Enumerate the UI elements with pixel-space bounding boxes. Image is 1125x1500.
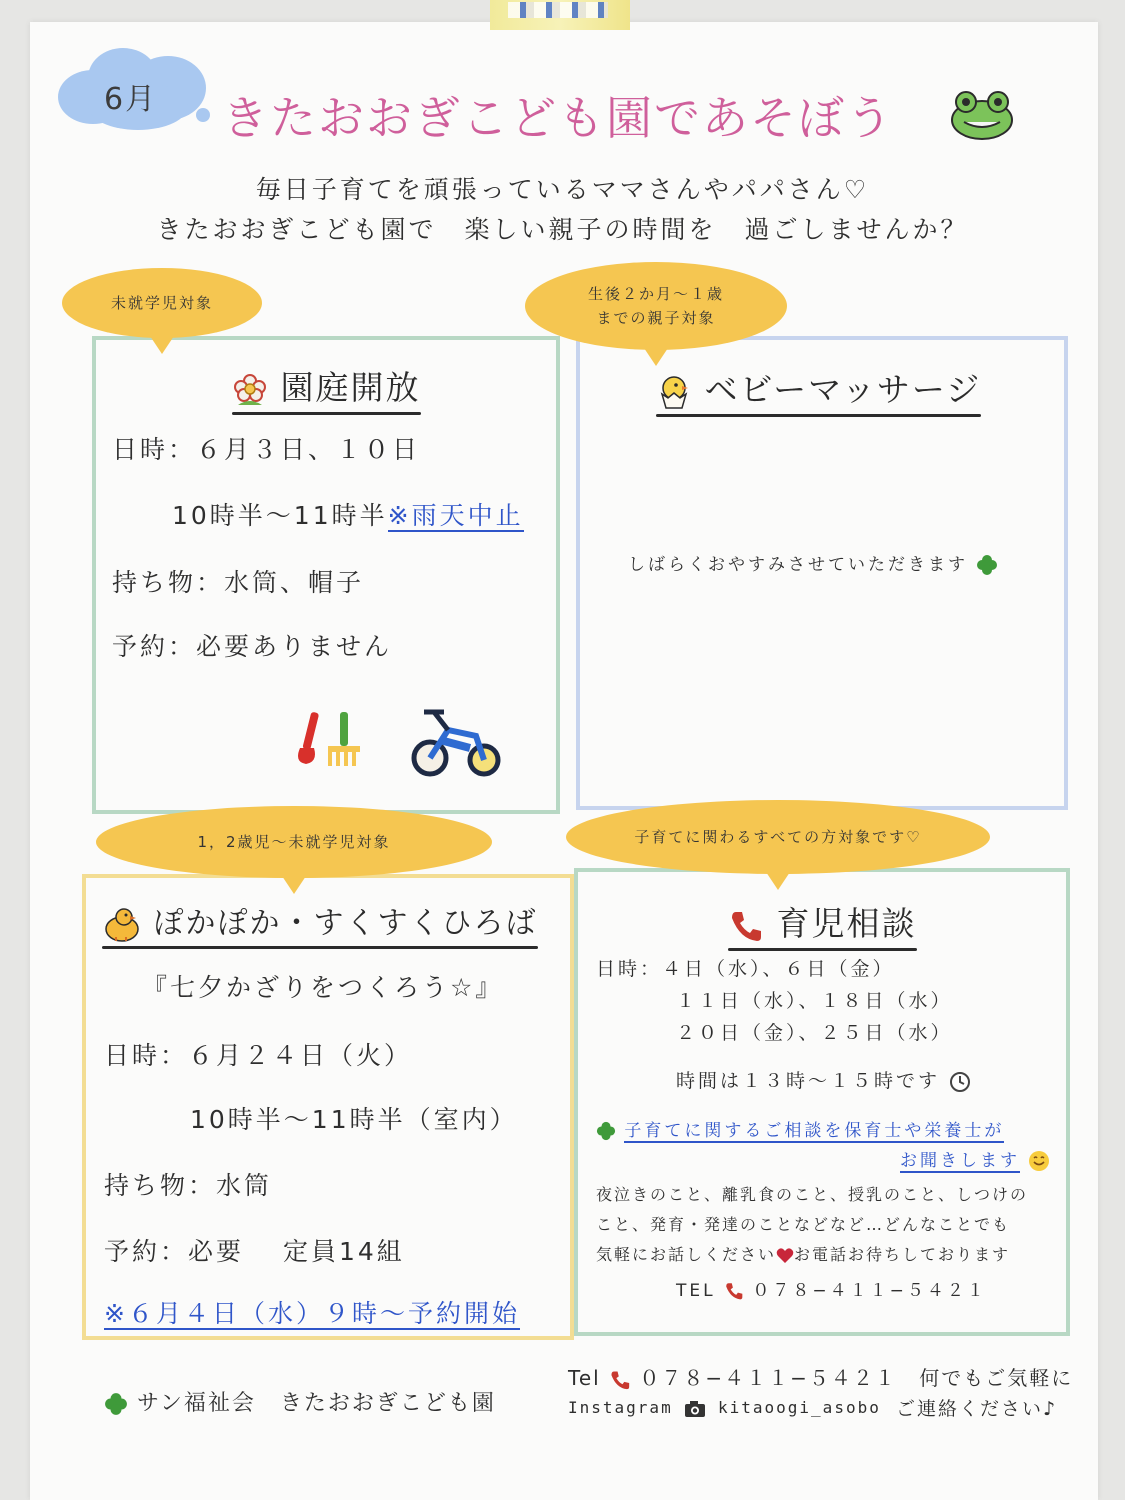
lead-line-2: きたおおぎこども園で 楽しい親子の時間を 過ごしませんか？ [156, 215, 969, 244]
footer-instagram-row [568, 1398, 881, 1418]
consult-tel[interactable]: ０７８−４１１−５４２１ [752, 1281, 987, 1301]
hiroba-badge-text: 1，2歳児〜未就学児対象 [197, 833, 391, 851]
massage-heading [656, 364, 981, 411]
consult-date-1: 日時：４日（水）、６日（金） [596, 958, 895, 980]
hiroba-badge [96, 806, 492, 878]
smile-icon [1028, 1150, 1050, 1172]
camera-icon [684, 1400, 706, 1418]
consult-intro-row-1 [596, 1116, 1004, 1141]
consult-intro-row-2 [900, 1146, 1050, 1172]
consult-badge-text: 子育てに関わるすべての方対象です♡ [634, 828, 922, 846]
hiroba-theme: 『七夕かざりをつくろう☆』 [142, 973, 504, 1002]
consult-intro-1: 子育てに関するご相談を保育士や栄養士が [624, 1121, 1005, 1141]
clover-icon [104, 1392, 128, 1416]
hiroba-reserve-start-row [104, 1294, 520, 1330]
massage-heading-text: ベビーマッサージ [704, 370, 982, 409]
footer-instagram-handle[interactable]: kitaoogi_asobo [717, 1398, 881, 1417]
consult-body-2: こと、発育・発達のことなどなど…どんなことでも [596, 1215, 1011, 1234]
garden-reserve: 予約：必要ありません [112, 632, 393, 661]
massage-notice-row [628, 550, 998, 576]
clock-icon [949, 1071, 971, 1093]
garden-rain-note: ※雨天中止 [387, 501, 524, 530]
garden-heading-text: 園庭開放 [280, 368, 421, 407]
footer-org: サン福祉会 きたおおぎこども園 [137, 1391, 496, 1416]
consult-badge [566, 800, 990, 874]
consult-date-3: ２０日（金）、２５日（水） [676, 1022, 953, 1044]
hiroba-time: 10時半〜11時半（室内） [190, 1105, 518, 1134]
consult-body-3: 気軽にお話しください [596, 1245, 777, 1264]
garden-date: 日時：６月３日、１０日 [112, 435, 421, 464]
phone-icon [609, 1369, 631, 1391]
garden-time-row [172, 496, 524, 532]
garden-badge-text: 未就学児対象 [110, 294, 213, 312]
massage-badge-line-2: までの親子対象 [596, 309, 716, 327]
page-title: きたおおぎこども園であそぼう [222, 91, 894, 145]
footer-closing: ご連絡ください♪ [896, 1398, 1058, 1420]
tape-strip [490, 0, 630, 30]
hiroba-items: 持ち物：水筒 [104, 1171, 273, 1200]
consult-heading [728, 898, 917, 945]
footer-tel-label: Tel [568, 1366, 601, 1390]
lead-line-1: 毎日子育てを頑張っているママさんやパパさん♡ [255, 175, 870, 204]
shovel-rake-icon [290, 708, 370, 768]
consult-tel-row [676, 1276, 987, 1301]
hiroba-reserve: 予約：必要 定員14組 [104, 1237, 405, 1266]
garden-badge [62, 268, 262, 338]
consult-body-3b: お電話お待ちしております [794, 1245, 1011, 1264]
consult-tel-label: TEL [676, 1281, 716, 1301]
phone-icon [728, 908, 764, 944]
massage-badge [525, 262, 787, 350]
hiroba-date: 日時：６月２４日（火） [104, 1041, 413, 1070]
consult-intro-2: お聞きします [900, 1151, 1020, 1171]
clover-icon [596, 1121, 616, 1141]
consult-body-3-row [596, 1242, 1010, 1265]
footer-tel-note: 何でもご気軽に [919, 1366, 1074, 1390]
frog-icon [950, 90, 1014, 140]
flower-icon [232, 373, 268, 407]
footer-tel-row [568, 1362, 1073, 1391]
bicycle-icon [410, 706, 502, 778]
footer-instagram-label: Instagram [568, 1398, 673, 1417]
garden-time: 10時半〜11時半 [172, 501, 388, 530]
consult-hours-row [676, 1066, 971, 1093]
chick-icon [656, 374, 692, 410]
massage-badge-line-1: 生後２か月〜１歳 [587, 285, 724, 303]
consult-hours: 時間は１３時〜１５時です [676, 1070, 941, 1092]
hiroba-heading [102, 898, 538, 943]
footer-org-row [104, 1386, 496, 1417]
footer-tel[interactable]: ０７８−４１１−５４２１ [639, 1366, 897, 1390]
phone-icon [724, 1281, 744, 1301]
massage-notice: しばらくおやすみさせていただきます [628, 555, 968, 575]
clover-icon [976, 554, 998, 576]
consult-body-1: 夜泣きのこと、離乳食のこと、授乳のこと、しつけの [596, 1185, 1029, 1204]
garden-heading [232, 362, 421, 409]
consult-date-2: １１日（水）、１８日（水） [676, 990, 953, 1012]
consult-heading-text: 育児相談 [776, 904, 917, 943]
hiroba-reserve-start: ※６月４日（水）９時〜予約開始 [104, 1299, 520, 1328]
month-label: 6月 [104, 82, 158, 117]
heart-icon [776, 1248, 794, 1264]
hiroba-heading-text: ぽかぽか・すくすくひろば [153, 906, 538, 941]
garden-items: 持ち物：水筒、帽子 [112, 568, 365, 597]
chick-icon [102, 907, 142, 943]
